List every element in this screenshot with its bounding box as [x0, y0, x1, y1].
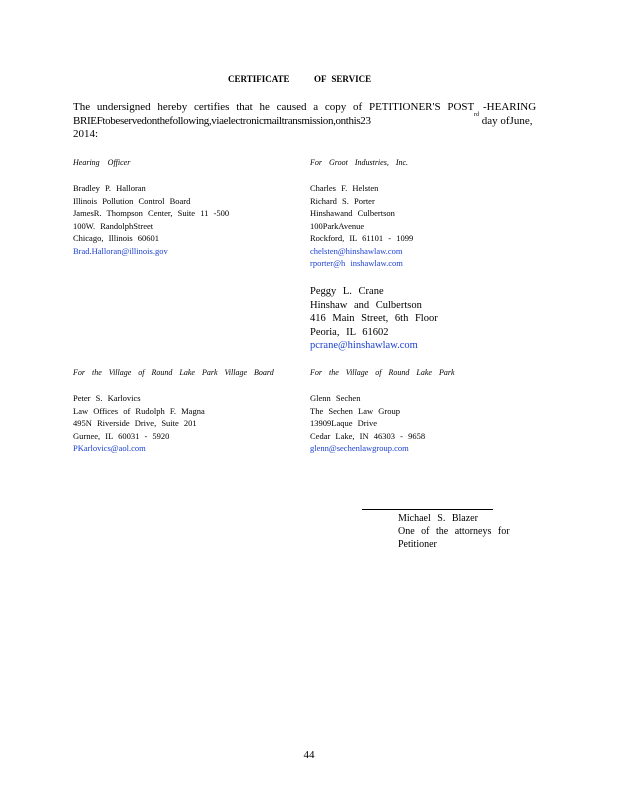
intro-line-2-left: BRIEFtobeservedonthefollowing,viaelectronicmailtransmission,onthis23 — [73, 115, 371, 127]
address-line: Gurnee, IL 60031 - 5920 — [73, 430, 170, 441]
email-link[interactable]: PKarlovics@aol.com — [73, 443, 146, 453]
address-line: Hinshaw and Culbertson — [310, 299, 422, 311]
page-number: 44 — [303, 749, 315, 761]
email-link[interactable]: glenn@sechenlawgroup.com — [310, 443, 409, 453]
hearing-officer-address — [73, 182, 229, 257]
village-board-heading: For the Village of Round Lake Park Village Board — [73, 368, 274, 377]
address-line: Bradley P. Halloran — [73, 183, 146, 193]
groot-industries-heading: For Groot Industries, Inc. — [310, 158, 409, 167]
address-line: Chicago, Illinois 60601 — [73, 233, 160, 243]
address-line: Peggy L. Crane — [310, 286, 384, 297]
email-link[interactable]: Brad.Halloran@illinois.gov — [73, 245, 168, 256]
groot-crane-address — [310, 285, 438, 353]
intro-line-1-left: The undersigned hereby certifies that he caused a copy of PETITIONER'S POST — [73, 101, 475, 113]
intro-line-1-right: -HEARING — [483, 101, 537, 113]
intro-line-2-right — [474, 113, 532, 125]
email-link[interactable]: rporter@h inshawlaw.com — [310, 258, 403, 268]
village-heading: For the Village of Round Lake Park — [310, 368, 455, 377]
address-line: Peoria, IL 61602 — [310, 326, 389, 338]
signature-block — [398, 512, 510, 551]
address-line: 100ParkAvenue — [310, 220, 365, 231]
email-link[interactable]: pcrane@hinshawlaw.com — [310, 340, 418, 351]
signature-line — [362, 509, 493, 510]
village-address — [310, 392, 425, 455]
address-line: Charles F. Helsten — [310, 183, 379, 193]
email-link[interactable]: chelsten@hinshawlaw.com — [310, 245, 403, 256]
title-part-certificate: CERTIFICATE — [228, 74, 290, 84]
signer-role: One of the attorneys for — [398, 526, 510, 537]
address-line: 100W. RandolphStreet — [73, 220, 154, 231]
intro-date-text: day ofJune, — [481, 115, 533, 127]
village-board-address — [73, 392, 205, 455]
signer-name: Michael S. Blazer — [398, 513, 478, 524]
address-line: Illinois Pollution Control Board — [73, 195, 191, 206]
address-line: Law Offices of Rudolph F. Magna — [73, 405, 205, 416]
ordinal-suffix: rd — [474, 112, 479, 118]
address-line: Hinshawand Culbertson — [310, 208, 395, 218]
address-line: Cedar Lake, IN 46303 - 9658 — [310, 430, 426, 441]
title-part-of-service: OF SERVICE — [314, 74, 372, 84]
signer-role-continued: Petitioner — [398, 539, 437, 550]
address-line: Rockford, IL 61101 - 1099 — [310, 233, 414, 243]
address-line: Glenn Sechen — [310, 393, 361, 403]
hearing-officer-heading: Hearing Officer — [73, 158, 131, 167]
address-line: 13909Laque Drive — [310, 418, 377, 428]
address-line: JamesR. Thompson Center, Suite 11 -500 — [73, 208, 230, 218]
address-line: The Sechen Law Group — [310, 405, 400, 416]
groot-helsten-porter-address — [310, 182, 413, 270]
intro-line-3: 2014: — [73, 128, 99, 140]
address-line: Richard S. Porter — [310, 195, 375, 206]
address-line: 416 Main Street, 6th Floor — [310, 313, 438, 324]
address-line: 495N Riverside Drive, Suite 201 — [73, 418, 197, 428]
address-line: Peter S. Karlovics — [73, 393, 141, 403]
